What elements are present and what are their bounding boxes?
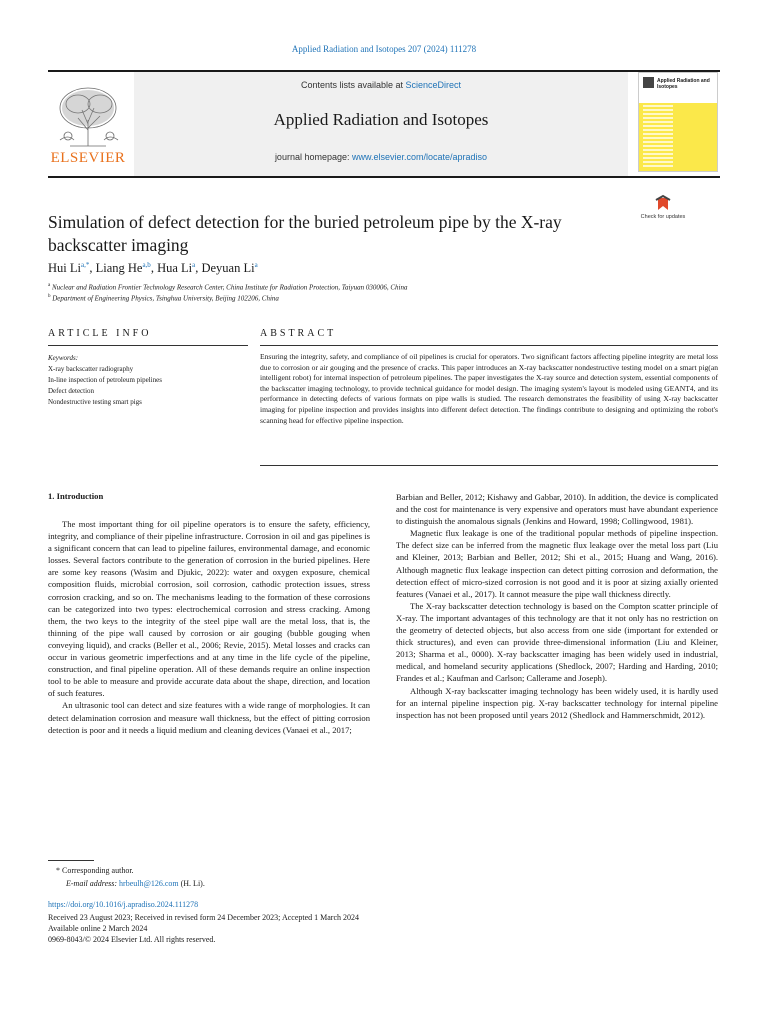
affiliation-text: Nuclear and Radiation Frontier Technology Research Center, China Institute for Radiation Protection, Taiyuan 030006, China [51,283,408,292]
keyword: X-ray backscatter radiography [48,365,134,373]
journal-cover-thumbnail[interactable] [638,72,718,172]
author-affiliation-mark[interactable]: a,b [142,261,151,269]
doi-link[interactable] [48,899,198,910]
publisher-wordmark[interactable]: ELSEVIER [50,150,126,166]
body-column-right [396,491,718,721]
masthead-bottom-rule [48,176,720,178]
author-name[interactable]: Hua Li [157,261,193,276]
abstract-heading: ABSTRACT [260,328,337,339]
journal-homepage-line [134,152,628,162]
doi-text[interactable]: https://doi.org/10.1016/j.apradiso.2024.111278 [48,900,199,909]
abstract-rule [260,345,718,346]
abstract-bottom-rule [260,465,718,466]
article-info-heading: ARTICLE INFO [48,328,152,339]
article-title: Simulation of defect detection for the buried petroleum pipe by the X-ray backscatter imaging [48,212,562,255]
contents-available-line [134,80,628,90]
body-paragraph: The X-ray backscatter detection technology is based on the Compton scatter principle of X-ray. The important advantages of this technology are that it not only has no restriction on the geometry of detected objects, but also access from one side (important for extended or thick structures), and even can provide three-dimensional information (Liu and Kleiner, 2013; Sharma et al., 0000). X-ray backscatter imaging has been widely used in industrial, medical, and homeland security applications (Shedlock, 2007; Harding and Harding, 2010; Frandes et al.; Kaufman and Carlson; Callerame and Joseph). [396,600,718,684]
sciencedirect-link[interactable]: ScienceDirect [405,80,462,90]
check-for-updates-icon[interactable] [646,194,680,228]
email-link[interactable]: hrbeulh@126.com [119,879,179,888]
corresponding-author-text: Corresponding author. [62,866,134,875]
author-affiliation-mark[interactable]: a [254,261,258,269]
affiliation [48,283,407,291]
footnote-rule [48,860,94,861]
corresponding-author-note: * Corresponding author. [56,866,134,875]
abstract-text: Ensuring the integrity, safety, and compliance of oil pipelines is crucial for operators. Two significant factors affecting pipeline integrity are metal loss due to corrosion or air gouging and the presence of cracks. This paper introduces an X-ray backscatter nondestructive testing model on a smart pig(an intelligent robot) for internal inspection of petroleum pipelines. The paper investigates the X-ray source and detection system, essential components of the backscatter imaging technology, to provide technical guidance for model design. The imaging system's layout is modeled using GEANT4, and its performance in detecting defects of various formats on pipe walls is studied. The research demonstrates the feasibility of using X-ray backscatter imaging for pipeline inspection and provides insights into different defect detection. The findings contribute to designing and optimizing the robot's scanning head for effective pipeline inspection. [260,352,718,425]
journal-homepage-link[interactable]: www.elsevier.com/locate/apradiso [352,152,488,162]
online-date: Available online 2 March 2024 [48,924,148,933]
email-note [66,879,205,888]
author-affiliation-mark[interactable]: a,* [80,261,90,269]
email-label: E-mail address: [66,879,118,888]
body-paragraph: Barbian and Beller, 2012; Kishawy and Gabbar, 2010). In addition, the device is complicated and the cost for maintenance is very expensive and operators must have abundant experience to distinguish the anomalous signals (Jenkins and Howard, 1998; Collingwood, 1981). [396,492,718,527]
copyright-notice: 0969-8043/© 2024 Elsevier Ltd. All rights reserved. [48,935,216,944]
body-column-left [48,518,370,736]
body-paragraph: The most important thing for oil pipeline operators is to ensure the safety, efficiency, integrity, and compliance of their pipeline infrastructure. Corrosion in oil and gas pipelines is a significant concern that can lead to pipeline failures, environmental damage, and economic losses. Several factors contribute to the generation of corrosion in the buried pipelines. Here are some key reasons (Wasim and Djukic, 2022): water and oxygen exposure, chemical composition fluids, microbial corrosion, soil corrosion, cathodic protection issues, stress corrosion cracking, and so on. The mechanisms leading to the formation of these corrosions can be categorized into two types: electrochemical corrosion and stress cracking. Among them, the two keys to the integrity of the steel pipe wall are the metal loss, that is, the thinning of the pipe wall caused by corrosion or air gouging (bubble gouging when conveying liquid), and cracks (Beller et al., 2006; Revie, 2015). Metal losses and cracks can occur in various geometric imperfections and at any time in the life cycle of the pipeline, construction, and final pipeline operation. All of these demands require an online inspection tool to be able to measure and provide accurate data about the shape, direction, and location of such features. [48,519,370,699]
affiliation-mark: b [48,294,51,299]
affiliation-mark: a [48,283,51,288]
author-name[interactable]: Hui Li [48,261,81,276]
affiliation-text: Department of Engineering Physics, Tsinghua University, Beijing 102206, China [52,294,279,303]
cover-contents [643,105,673,169]
keyword: In-line inspection of petroleum pipelines [48,376,162,384]
body-paragraph: Although X-ray backscatter imaging technology has been widely used, it is hardly used for an internal pipeline inspection pig. X-ray backscatter technology for internal pipeline inspection has not been proposed until years 2012 (Shedlock and Hammerschmidt, 2012). [396,685,718,720]
cover-logo-icon [643,77,654,88]
affiliation [48,294,279,302]
keywords-list [48,364,248,408]
body-paragraph: Magnetic flux leakage is one of the traditional popular methods of pipeline inspection. The defect size can be inferred from the magnetic flux leakage over the metal loss part (Liu and Kleiner, 2013; Barbian and Beller, 2012; Shi et al., 2015; Huang and Wang, 2016). Although magnetic flux leakage inspection can detect pitting corrosion and deformation, the detection effect of micro-sized corrosion is not good and it is poor at sizing axially oriented features (Vanaei et al., 2017). It cannot measure the pipe wall thickness directly. [396,528,718,599]
body-paragraph: An ultrasonic tool can detect and size features with a wide range of morphologies. It can detect delamination corrosion and measure wall thickness, but the effect of pitting corrosion detection is poor and it needs a liquid medium and cleaning devices (Vanaei et al., 2017; [48,700,370,735]
author-name[interactable]: Deyuan Li [201,261,255,276]
homepage-prefix: journal homepage: [274,152,352,162]
author-name[interactable]: Liang He [95,261,143,276]
keyword: Defect detection [48,387,95,395]
article-history: Received 23 August 2023; Received in revised form 24 December 2023; Accepted 1 March 2024 [48,913,360,922]
email-suffix: (H. Li). [180,879,205,888]
section-heading-introduction: 1. Introduction [48,491,104,501]
journal-name[interactable]: Applied Radiation and Isotopes [273,110,489,129]
keyword: Nondestructive testing smart pigs [48,398,142,406]
keywords-label: Keywords: [48,354,79,362]
author-affiliation-mark[interactable]: a [192,261,196,269]
cover-title: Applied Radiation and Isotopes [657,78,710,90]
check-for-updates-label[interactable]: Check for updates [640,214,686,220]
author-list: Hui $Li^{a,*}$, Liang He$^{a,b}$, Hua Li$^a$, Deyuan Li$^a$ [48,261,258,276]
journal-reference[interactable]: Applied Radiation and Isotopes 207 (2024) 111278 [291,44,477,54]
article-info-rule [48,345,248,346]
contents-prefix: Contents lists available at [300,80,406,90]
